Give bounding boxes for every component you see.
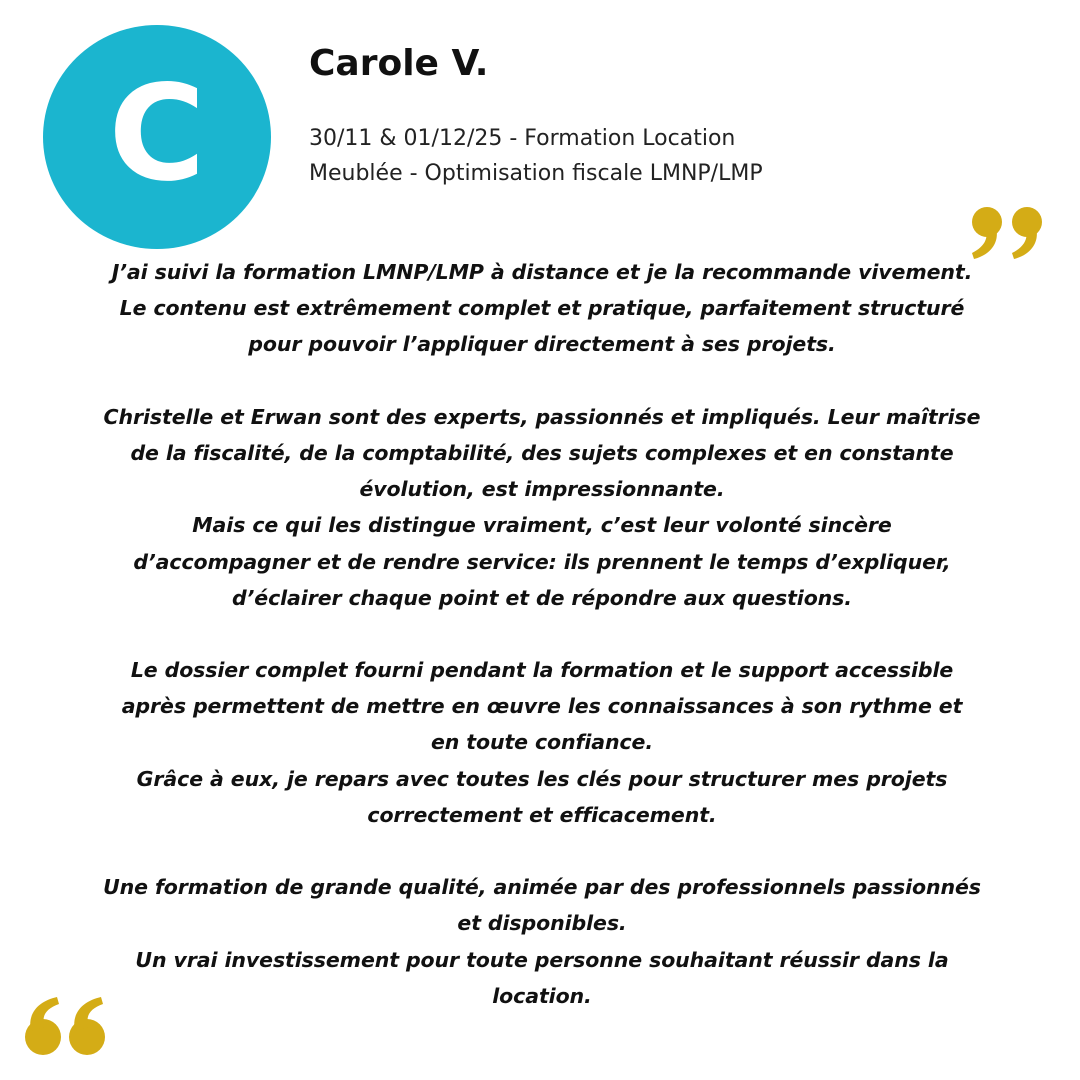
- testimonial-text: [40, 254, 1044, 1014]
- testimonial-paragraph: [40, 869, 1044, 1014]
- open-quote-icon: [21, 995, 109, 1061]
- testimonial-line: pour pouvoir l’appliquer directement à ses projets.: [248, 332, 836, 357]
- testimonial-paragraph: [40, 399, 1044, 616]
- testimonial-line: de la fiscalité, de la comptabilité, des sujets complexes et en constante: [130, 440, 954, 465]
- testimonial-paragraph: [40, 652, 1044, 833]
- avatar: [43, 25, 271, 249]
- avatar-letter: C: [108, 57, 206, 211]
- testimonial-line: Mais ce qui les distingue vraiment, c’est leur volonté sincère: [192, 513, 892, 538]
- testimonial-line: J’ai suivi la formation LMNP/LMP à distance et je la recommande vivement.: [111, 260, 973, 284]
- testimonial-line: Le contenu est extrêmement complet et pratique, parfaitement structuré: [119, 296, 965, 321]
- testimonial-line: évolution, est impressionnante.: [359, 477, 725, 502]
- testimonial-line: après permettent de mettre en œuvre les connaissances à son rythme et: [121, 694, 963, 719]
- testimonial-line: correctement et efficacement.: [367, 802, 717, 827]
- testimonial-line: Le dossier complet fourni pendant la formation et le support accessible: [130, 658, 954, 683]
- reviewer-name: Carole V.: [309, 43, 489, 84]
- testimonial-line: Christelle et Erwan sont des experts, passionnés et impliqués. Leur maîtrise: [103, 404, 981, 429]
- subtitle-line: Meublée - Optimisation fiscale LMNP/LMP: [309, 161, 763, 186]
- subtitle-line: 30/11 & 01/12/25 - Formation Location: [309, 126, 736, 151]
- testimonial-line: Grâce à eux, je repars avec toutes les clés pour structurer mes projets: [136, 766, 948, 791]
- testimonial-line: d’accompagner et de rendre service: ils prennent le temps d’expliquer,: [133, 549, 951, 574]
- review-subtitle: [309, 121, 869, 191]
- testimonial-line: location.: [492, 983, 592, 1008]
- testimonial-line: Un vrai investissement pour toute personne souhaitant réussir dans la: [135, 947, 949, 972]
- testimonial-line: et disponibles.: [457, 911, 627, 936]
- paragraph-gap: [40, 833, 1044, 869]
- testimonial-line: Une formation de grande qualité, animée par des professionnels passionnés: [103, 875, 981, 900]
- testimonial-line: en toute confiance.: [430, 730, 654, 755]
- testimonial-paragraph: [40, 254, 1044, 363]
- testimonial-line: d’éclairer chaque point et de répondre aux questions.: [232, 585, 852, 610]
- paragraph-gap: [40, 616, 1044, 652]
- paragraph-gap: [40, 363, 1044, 399]
